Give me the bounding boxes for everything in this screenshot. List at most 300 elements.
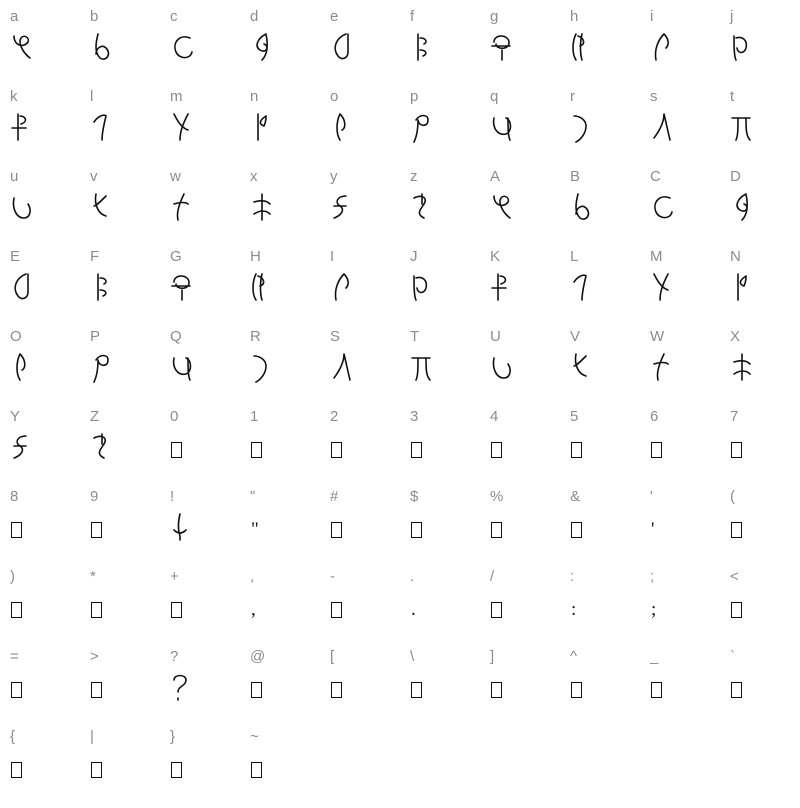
missing-glyph-box	[11, 682, 22, 698]
glyph-label: J	[410, 248, 418, 265]
glyph-label: `	[730, 648, 735, 665]
glyph-label: A	[490, 168, 501, 185]
glyph-label: u	[10, 168, 19, 185]
glyph-s	[650, 112, 728, 156]
glyph-cell	[328, 648, 408, 728]
glyph-cell	[648, 168, 728, 248]
glyph-cell	[408, 88, 488, 168]
glyph-cell	[248, 168, 328, 248]
glyph-cell	[648, 88, 728, 168]
glyph-label: y	[330, 168, 338, 185]
glyph-p	[410, 112, 488, 156]
glyph-label: '	[650, 488, 653, 505]
glyph-text: ,	[251, 599, 256, 620]
glyph-label: C	[650, 168, 661, 185]
glyph-label: z	[410, 168, 418, 185]
glyph-T	[410, 352, 488, 396]
glyph-F	[90, 272, 168, 316]
glyph-label: (	[730, 488, 735, 505]
glyph-label: @	[250, 648, 266, 665]
glyph-label: w	[170, 168, 181, 185]
glyph-label: <	[730, 568, 739, 585]
glyph-label: ]	[490, 648, 495, 665]
glyph-missing-numbersign	[330, 512, 408, 556]
glyph-cell	[328, 248, 408, 328]
glyph-q	[490, 112, 568, 156]
glyph-label: 8	[10, 488, 19, 505]
missing-glyph-box	[251, 682, 262, 698]
glyph-label: Y	[10, 408, 21, 425]
missing-glyph-box	[91, 682, 102, 698]
glyph-cell	[328, 328, 408, 408]
glyph-missing-1	[250, 432, 328, 476]
missing-glyph-box	[571, 442, 582, 458]
glyph-S	[330, 352, 408, 396]
glyph-missing-dollar	[410, 512, 488, 556]
glyph-label: .	[410, 568, 415, 585]
missing-glyph-box	[491, 682, 502, 698]
glyph-cell	[568, 488, 648, 568]
glyph-cell	[248, 568, 328, 648]
glyph-cell	[488, 248, 568, 328]
glyph-label: =	[10, 648, 19, 665]
glyph-R	[250, 352, 328, 396]
glyph-cell	[648, 8, 728, 88]
glyph-missing-braceright	[170, 752, 248, 796]
glyph-a	[10, 32, 88, 76]
glyph-label: ;	[650, 568, 655, 585]
glyph-missing-at	[250, 672, 328, 716]
glyph-z	[410, 192, 488, 236]
glyph-K	[490, 272, 568, 316]
glyph-I	[330, 272, 408, 316]
glyph-H	[250, 272, 328, 316]
glyph-E	[10, 272, 88, 316]
glyph-missing-9	[90, 512, 168, 556]
glyph-cell	[568, 88, 648, 168]
glyph-cell	[488, 168, 568, 248]
glyph-d	[250, 32, 328, 76]
missing-glyph-box	[91, 762, 102, 778]
glyph-missing-underscore	[650, 672, 728, 716]
glyph-label: 0	[170, 408, 179, 425]
glyph-label: n	[250, 88, 259, 105]
glyph-G	[170, 272, 248, 316]
glyph-cell	[648, 568, 728, 648]
glyph-label: \	[410, 648, 415, 665]
glyph-label: 5	[570, 408, 579, 425]
missing-glyph-box	[331, 522, 342, 538]
glyph-label: +	[170, 568, 179, 585]
glyph-cell	[488, 8, 568, 88]
glyph-label: k	[10, 88, 18, 105]
glyph-cell	[328, 568, 408, 648]
glyph-cell	[728, 8, 800, 88]
glyph-label: &	[570, 488, 581, 505]
glyph-missing-3	[410, 432, 488, 476]
glyph-L	[570, 272, 648, 316]
missing-glyph-box	[571, 522, 582, 538]
glyph-B	[570, 192, 648, 236]
glyph-label: h	[570, 8, 579, 25]
glyph-x	[250, 192, 328, 236]
glyph-label: >	[90, 648, 99, 665]
glyph-W	[650, 352, 728, 396]
glyph-g	[490, 32, 568, 76]
glyph-cell	[168, 488, 248, 568]
missing-glyph-box	[171, 602, 182, 618]
glyph-cell	[168, 248, 248, 328]
glyph-missing-braceleft	[10, 752, 88, 796]
glyph-label: R	[250, 328, 261, 345]
glyph-cell	[248, 328, 328, 408]
glyph-cell	[8, 248, 88, 328]
glyph-cell	[648, 408, 728, 488]
glyph-quotedbl	[250, 512, 328, 556]
missing-glyph-box	[731, 602, 742, 618]
glyph-cell	[728, 648, 800, 728]
glyph-label: P	[90, 328, 101, 345]
glyph-label: {	[10, 728, 16, 745]
glyph-cell	[8, 168, 88, 248]
glyph-cell	[568, 408, 648, 488]
glyph-cell	[168, 168, 248, 248]
glyph-label: U	[490, 328, 501, 345]
glyph-cell	[8, 8, 88, 88]
glyph-label: V	[570, 328, 581, 345]
glyph-label: O	[10, 328, 22, 345]
glyph-e	[330, 32, 408, 76]
glyph-m	[170, 112, 248, 156]
glyph-missing-8	[10, 512, 88, 556]
glyph-label: p	[410, 88, 419, 105]
missing-glyph-box	[11, 602, 22, 618]
glyph-cell	[248, 8, 328, 88]
glyph-label: $	[410, 488, 419, 505]
glyph-l	[90, 112, 168, 156]
glyph-question	[170, 672, 248, 716]
missing-glyph-box	[411, 682, 422, 698]
glyph-C	[650, 192, 728, 236]
glyph-label: ~	[250, 728, 259, 745]
glyph-cell	[488, 328, 568, 408]
glyph-cell	[88, 328, 168, 408]
glyph-label: !	[170, 488, 175, 505]
glyph-label: "	[250, 488, 256, 505]
glyph-cell	[728, 248, 800, 328]
glyph-o	[330, 112, 408, 156]
glyph-label: [	[330, 648, 335, 665]
glyph-N	[730, 272, 800, 316]
missing-glyph-box	[411, 522, 422, 538]
glyph-label: I	[330, 248, 335, 265]
glyph-label: /	[490, 568, 495, 585]
glyph-missing-7	[730, 432, 800, 476]
glyph-label: _	[650, 648, 659, 665]
glyph-cell	[728, 568, 800, 648]
glyph-missing-bar	[90, 752, 168, 796]
glyph-label: x	[250, 168, 258, 185]
glyph-label: K	[490, 248, 501, 265]
glyph-label: B	[570, 168, 581, 185]
glyph-comma	[250, 592, 328, 636]
glyph-label: q	[490, 88, 499, 105]
glyph-cell	[8, 408, 88, 488]
glyph-c	[170, 32, 248, 76]
glyph-missing-greater	[90, 672, 168, 716]
glyph-label: ?	[170, 648, 179, 665]
glyph-cell	[248, 648, 328, 728]
missing-glyph-box	[651, 442, 662, 458]
glyph-cell	[248, 88, 328, 168]
glyph-missing-asciicircum	[570, 672, 648, 716]
glyph-label: s	[650, 88, 658, 105]
glyph-cell	[328, 488, 408, 568]
glyph-cell	[8, 488, 88, 568]
glyph-cell	[168, 408, 248, 488]
glyph-label: )	[10, 568, 15, 585]
glyph-label: f	[410, 8, 415, 25]
glyph-label: S	[330, 328, 341, 345]
glyph-label: 4	[490, 408, 499, 425]
glyph-label: 9	[90, 488, 99, 505]
glyph-J	[410, 272, 488, 316]
glyph-P	[90, 352, 168, 396]
missing-glyph-box	[331, 602, 342, 618]
glyph-label: *	[90, 568, 96, 585]
glyph-cell	[728, 168, 800, 248]
missing-glyph-box	[651, 682, 662, 698]
missing-glyph-box	[731, 682, 742, 698]
glyph-cell	[88, 408, 168, 488]
glyph-semicolon	[650, 592, 728, 636]
glyph-b	[90, 32, 168, 76]
missing-glyph-box	[331, 682, 342, 698]
glyph-label: -	[330, 568, 335, 585]
glyph-label: Q	[170, 328, 182, 345]
glyph-v	[90, 192, 168, 236]
missing-glyph-box	[251, 762, 262, 778]
glyph-cell	[648, 248, 728, 328]
glyph-cell	[568, 168, 648, 248]
glyph-cell	[168, 88, 248, 168]
glyph-label: 3	[410, 408, 419, 425]
glyph-O	[10, 352, 88, 396]
glyph-label: l	[90, 88, 94, 105]
glyph-label: 6	[650, 408, 659, 425]
missing-glyph-box	[171, 762, 182, 778]
glyph-label: ,	[250, 568, 255, 585]
glyph-colon	[570, 592, 648, 636]
glyph-h	[570, 32, 648, 76]
glyph-label: v	[90, 168, 98, 185]
glyph-label: D	[730, 168, 741, 185]
glyph-missing-ampersand	[570, 512, 648, 556]
glyph-missing-grave	[730, 672, 800, 716]
glyph-missing-hyphen	[330, 592, 408, 636]
glyph-missing-4	[490, 432, 568, 476]
missing-glyph-box	[411, 442, 422, 458]
glyph-label: 2	[330, 408, 339, 425]
glyph-cell	[88, 728, 168, 808]
glyph-cell	[168, 648, 248, 728]
glyph-label: W	[650, 328, 665, 345]
missing-glyph-box	[91, 602, 102, 618]
glyph-cell	[568, 328, 648, 408]
glyph-cell	[488, 568, 568, 648]
glyph-label: |	[90, 728, 94, 745]
glyph-label: a	[10, 8, 19, 25]
glyph-D	[730, 192, 800, 236]
glyph-cell	[488, 488, 568, 568]
missing-glyph-box	[171, 442, 182, 458]
glyph-label: o	[330, 88, 339, 105]
glyph-cell	[248, 488, 328, 568]
glyph-missing-5	[570, 432, 648, 476]
glyph-cell	[168, 568, 248, 648]
glyph-cell	[408, 568, 488, 648]
glyph-label: i	[650, 8, 654, 25]
glyph-missing-asciitilde	[250, 752, 328, 796]
missing-glyph-box	[491, 522, 502, 538]
glyph-cell	[88, 568, 168, 648]
glyph-text: .	[411, 599, 416, 620]
glyph-cell	[88, 248, 168, 328]
glyph-missing-equal	[10, 672, 88, 716]
glyph-cell	[88, 8, 168, 88]
glyph-cell	[488, 648, 568, 728]
glyph-n	[250, 112, 328, 156]
glyph-missing-6	[650, 432, 728, 476]
glyph-label: #	[330, 488, 339, 505]
glyph-j	[730, 32, 800, 76]
glyph-label: E	[10, 248, 21, 265]
glyph-cell	[488, 408, 568, 488]
glyph-cell	[8, 568, 88, 648]
glyph-label: N	[730, 248, 741, 265]
glyph-U	[490, 352, 568, 396]
glyph-missing-less	[730, 592, 800, 636]
glyph-cell	[728, 408, 800, 488]
glyph-label: 7	[730, 408, 739, 425]
missing-glyph-box	[491, 602, 502, 618]
glyph-label: j	[730, 8, 734, 25]
glyph-label: d	[250, 8, 259, 25]
glyph-cell	[648, 328, 728, 408]
glyph-missing-0	[170, 432, 248, 476]
glyph-label: }	[170, 728, 176, 745]
missing-glyph-box	[251, 442, 262, 458]
glyph-label: b	[90, 8, 99, 25]
missing-glyph-box	[91, 522, 102, 538]
glyph-missing-bracketright	[490, 672, 568, 716]
glyph-label: g	[490, 8, 499, 25]
glyph-cell	[568, 568, 648, 648]
glyph-cell	[248, 248, 328, 328]
glyph-label: %	[490, 488, 504, 505]
missing-glyph-box	[571, 682, 582, 698]
glyph-cell	[88, 168, 168, 248]
glyph-cell	[88, 488, 168, 568]
missing-glyph-box	[11, 762, 22, 778]
glyph-cell	[648, 488, 728, 568]
glyph-label: r	[570, 88, 575, 105]
glyph-cell	[168, 8, 248, 88]
glyph-text: '	[651, 519, 655, 540]
glyph-cell	[8, 328, 88, 408]
glyph-cell	[728, 88, 800, 168]
glyph-text: :	[571, 599, 577, 620]
glyph-label: ^	[570, 648, 578, 665]
glyph-k	[10, 112, 88, 156]
glyph-Z	[90, 432, 168, 476]
glyph-i	[650, 32, 728, 76]
glyph-cell	[8, 88, 88, 168]
glyph-Q	[170, 352, 248, 396]
glyph-text: ;	[651, 599, 657, 620]
glyph-cell	[568, 8, 648, 88]
glyph-missing-plus	[170, 592, 248, 636]
glyph-text: "	[251, 519, 259, 540]
glyph-missing-percent	[490, 512, 568, 556]
glyph-missing-parenright	[10, 592, 88, 636]
missing-glyph-box	[331, 442, 342, 458]
glyph-missing-slash	[490, 592, 568, 636]
glyph-quotesingle	[650, 512, 728, 556]
glyph-cell	[8, 648, 88, 728]
glyph-y	[330, 192, 408, 236]
glyph-cell	[648, 648, 728, 728]
glyph-cell	[568, 248, 648, 328]
glyph-Y	[10, 432, 88, 476]
glyph-cell	[408, 488, 488, 568]
glyph-f	[410, 32, 488, 76]
glyph-missing-backslash	[410, 672, 488, 716]
missing-glyph-box	[491, 442, 502, 458]
glyph-cell	[488, 88, 568, 168]
glyph-X	[730, 352, 800, 396]
glyph-label: H	[250, 248, 261, 265]
glyph-u	[10, 192, 88, 236]
glyph-cell	[328, 8, 408, 88]
glyph-label: c	[170, 8, 178, 25]
glyph-missing-bracketleft	[330, 672, 408, 716]
glyph-missing-2	[330, 432, 408, 476]
glyph-missing-asterisk	[90, 592, 168, 636]
glyph-cell	[728, 488, 800, 568]
glyph-label: L	[570, 248, 579, 265]
glyph-label: Z	[90, 408, 100, 425]
glyph-label: G	[170, 248, 182, 265]
glyph-label: X	[730, 328, 741, 345]
glyph-grid	[8, 8, 800, 808]
glyph-missing-parenleft	[730, 512, 800, 556]
glyph-cell	[328, 88, 408, 168]
glyph-cell	[168, 728, 248, 808]
glyph-label: 1	[250, 408, 259, 425]
glyph-cell	[8, 728, 88, 808]
glyph-t	[730, 112, 800, 156]
glyph-label: e	[330, 8, 339, 25]
glyph-exclam	[170, 512, 248, 556]
missing-glyph-box	[731, 522, 742, 538]
glyph-cell	[408, 648, 488, 728]
glyph-period	[410, 592, 488, 636]
glyph-V	[570, 352, 648, 396]
glyph-cell	[408, 168, 488, 248]
glyph-cell	[728, 328, 800, 408]
glyph-cell	[88, 648, 168, 728]
